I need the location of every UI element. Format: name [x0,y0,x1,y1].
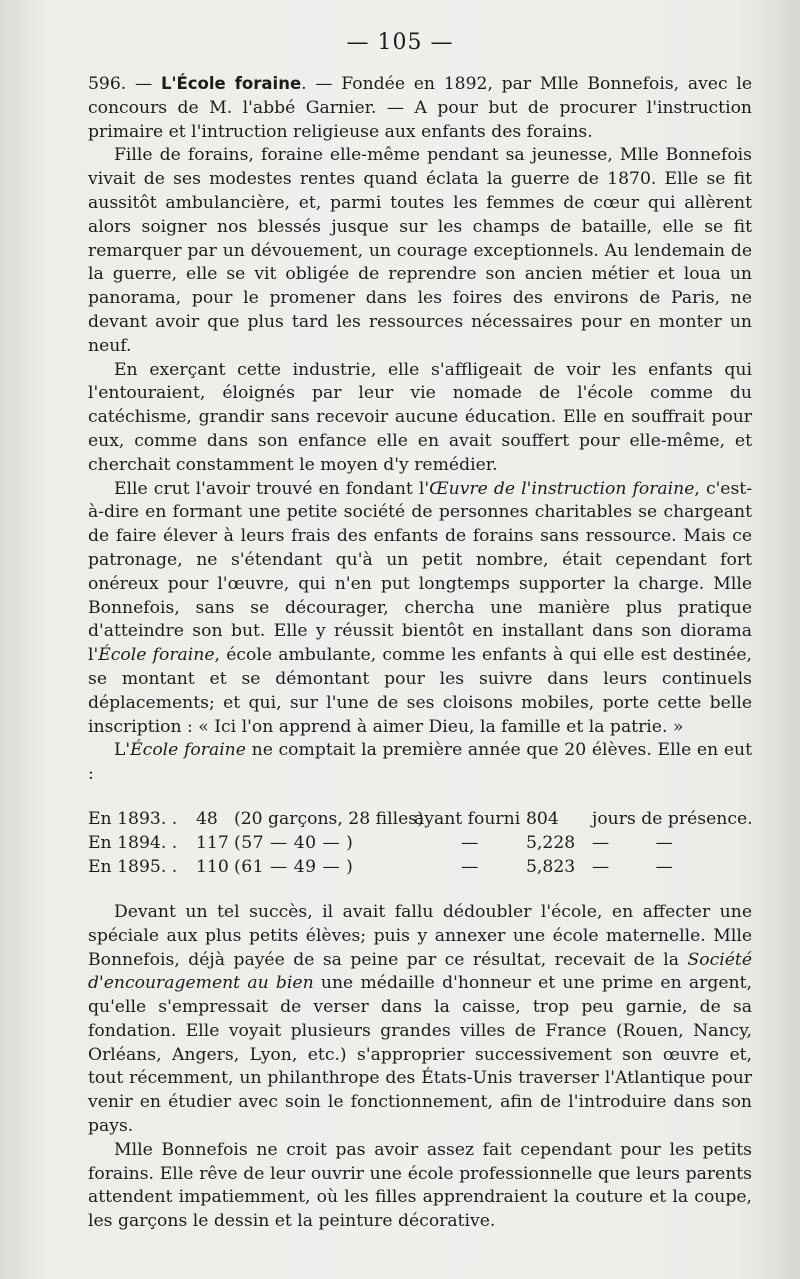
paragraph-foundation [88,478,752,740]
paragraph-first-year [88,739,752,787]
paragraph-foundation-part-a: Elle crut l'avoir trouvé en fondant l' [114,478,430,499]
row-year: En 1894. . [88,832,178,853]
entry-title: L'École foraine [160,74,302,93]
row-days: 5,823 [526,856,576,877]
row-total: 117 [196,832,229,853]
entry-intro-text: . — Fondée en 1892, par Mlle Bonnefois, avec le concours de M. l'abbé Garnier. — A pour but de procurer l'instruction primaire et l'intruction religieuse aux enfants des forains. [88,74,753,142]
row-days: 804 [526,808,559,829]
society-name-italic: Société d'encouragement au bien [88,949,752,994]
paragraph-foundation-part-c: , école ambulante, comme les enfants à qui elle est destinée, se montant et se démontant pour les suivre dans leurs continuels déplacements; et qui, sur l'une de ses cloisons mobiles, porte cette belle inscription : « Ici l'on apprend à aimer Dieu, la famille et la patrie. » [88,645,753,737]
paragraph-war: Fille de forains, foraine elle-même pendant sa jeunesse, Mlle Bonnefois vivait de ses modestes rentes quand éclata la guerre de 1870. Elle se fit aussitôt ambulancière, et, parmi toutes les femmes de cœur qui allèrent alors soigner nos blessés jusque sur les champs de bataille, elle se fit remarquer par un dévouement, un courage exceptionnels. Au lendemain de la guerre, elle se vit obligée de reprendre son ancien métier et loua un panorama, pour le promener dans les foires des environs de Paris, ne devant avoir que plus tard les ressources nécessaires pour en monter un neuf. [88,145,752,356]
row-breakdown: (61 — 49 — ) [234,856,354,877]
entry-intro [88,72,752,144]
entry-number: 596. — [88,74,153,94]
row-year: En 1895. . [88,856,178,877]
row-year: En 1893. . [88,808,178,829]
row-breakdown: (57 — 40 — ) [234,832,354,853]
school-name-italic: École foraine [98,645,215,666]
row-days: 5,228 [526,832,576,853]
school-name-italic: École foraine [130,740,246,761]
attendance-table [88,807,752,879]
paragraph-first-year-part-a: L' [114,740,131,761]
row-unit: — — [592,856,674,877]
row-unit: — — [592,832,674,853]
row-ayant: ayant fourni [414,808,521,829]
table-row [88,831,752,855]
paragraph-success-part-a: Devant un tel succès, il avait fallu dédoubler l'école, en affecter une spéciale aux plus petits élèves; puis y annexer une école maternelle. Mlle Bonnefois, déjà payée de sa peine par ce résultat, recevait de la [88,901,752,970]
body-text [88,72,752,1234]
row-total: 48 [196,808,218,829]
table-row [88,807,752,831]
row-breakdown: (20 garçons, 28 filles) [234,808,424,829]
row-total: 110 [196,856,229,877]
paragraph-future: Mlle Bonnefois ne croit pas avoir assez fait cependant pour les petits forains. Elle rêve de leur ouvrir une école professionnelle que leurs parents attendent impatiemment, où les filles apprendraient la couture et la coupe, les garçons le dessin et la peinture décorative. [88,1139,752,1232]
paragraph-first-year-part-b: ne comptait la première année que 20 élèves. Elle en eut : [88,740,753,785]
page-number: — 105 — [346,30,454,55]
row-ayant: — [461,832,479,853]
paragraph-foundation-part-b: , c'est-à-dire en formant une petite société de personnes charitables se chargeant de faire élever à leurs frais des enfants de forains sans ressource. Mais ce patronage, ne s'étendant qu'à un petit nombre, était cependant fort onéreux pour l'œuvre, qui n'en put longtemps supporter la charge. Mlle Bonnefois, sans se décourager, chercha une manière plus pratique d'atteindre son but. Elle y réussit bientôt en installant dans son diorama l' [88,478,753,666]
paragraph-success [88,901,752,1139]
row-unit: jours de présence. [592,808,753,829]
paragraph-industry: En exerçant cette industrie, elle s'affligeait de voir les enfants qui l'entouraient, éloignés par leur vie nomade de l'école comme du catéchisme, grandir sans recevoir aucune éducation. Elle en souffrait pour eux, comme dans son enfance elle en avait souffert pour elle-même, et cherchait constamment le moyen d'y remédier. [88,359,752,475]
work-title-italic: Œuvre de l'instruction foraine [429,478,695,499]
paragraph-success-part-b: une médaille d'honneur et une prime en argent, qu'elle s'empressait de verser dans la caisse, trop peu garnie, de sa fondation. Elle voyait plusieurs grandes villes de France (Rouen, Nancy, Orléans, Angers, Lyon, etc.) s'approprier successivement son œuvre et, tout récemment, un philanthrope des États-Unis traverser l'Atlantique pour venir en étudier avec soin le fonctionnement, afin de l'introduire dans son pays. [88,973,752,1137]
table-row [88,855,752,879]
row-ayant: — [461,856,479,877]
